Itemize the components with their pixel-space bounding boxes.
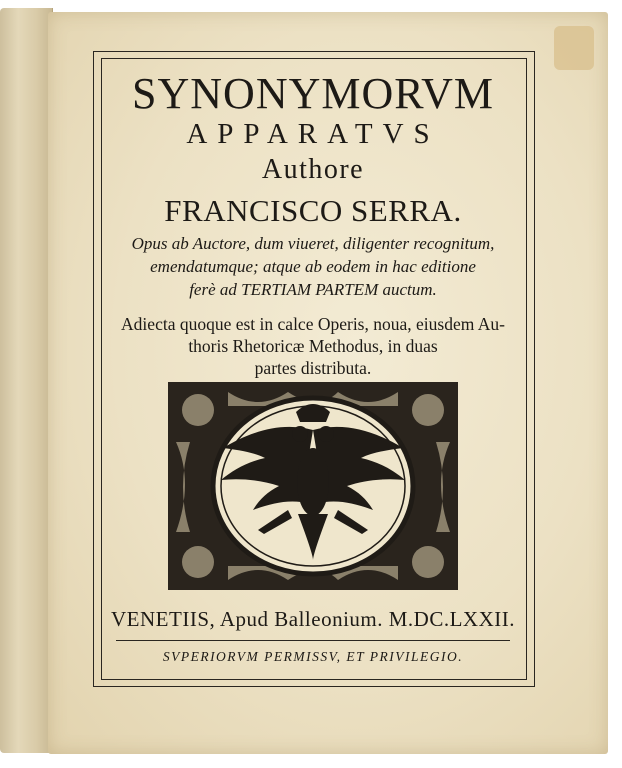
description-line-2: emendatumque; atque ab eodem in hac editione [150, 257, 476, 276]
author-label: Authore [261, 154, 365, 185]
privilege-line: SVPERIORVM PERMISSV, ET PRIVILEGIO. [162, 649, 464, 664]
description-line-1: Opus ab Auctore, dum viueret, diligenter recognitum, [131, 234, 495, 253]
author-name: FRANCISCO SERRA. [164, 193, 462, 228]
appendix-line-1: Adiecta quoque est in calce Operis, noua, eiusdem Au- [121, 314, 505, 334]
paper-stain [554, 26, 594, 70]
appendix-line-3: partes distributa. [254, 358, 372, 378]
imprint-line: VENETIIS, Apud Balleonium. M.DC.LXXII. [111, 607, 515, 631]
double-headed-eagle-crest [168, 382, 458, 590]
imprint-rule [116, 640, 510, 641]
book-spine [0, 8, 53, 753]
title-line-1: SYNONYMORVM [132, 69, 494, 118]
appendix-line-2: thoris Rhetoricæ Methodus, in duas [188, 336, 438, 356]
title-line-2: APPARATVS [186, 118, 440, 150]
description-line-3: ferè ad TERTIAM PARTEM auctum. [189, 280, 437, 299]
